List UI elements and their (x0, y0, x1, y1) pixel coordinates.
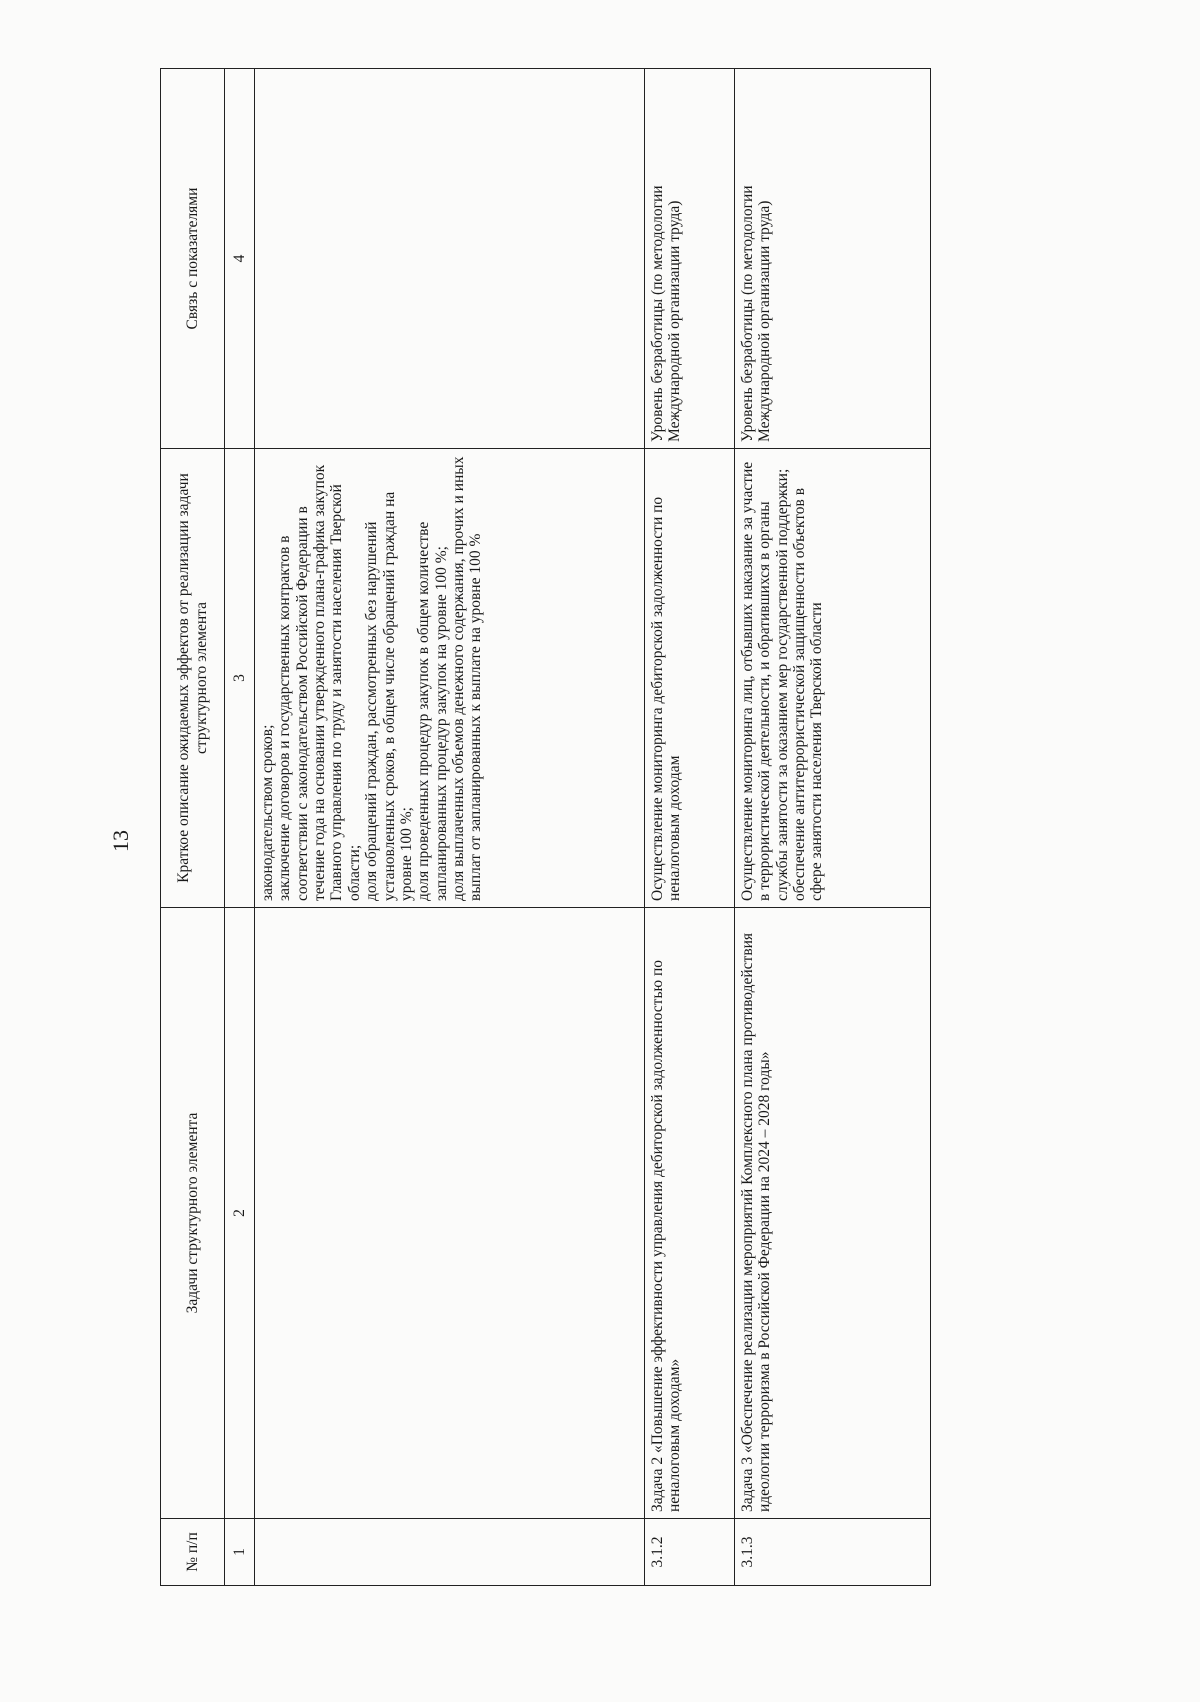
table-row (645, 69, 735, 1586)
row-effects (255, 449, 645, 908)
effect-line: Осуществление мониторинга лиц, отбывших наказание за участие в террористической деятельности, и обратившихся в органы службы занятости за оказанием мер государственной поддержки; (739, 461, 791, 901)
effect-line: заключение договоров и государственных контрактов в соответствии с законодательством Российской Федерации в течение года на основании утвержденного плана-графика закупок Главного управления по труду и занятости населения Тверской области; (276, 464, 363, 901)
header-number: № п/п (161, 1519, 225, 1586)
effect-line: обеспечение антитеррористической защищенности объектов в сфере занятости населения Тверской области (791, 487, 826, 901)
row-effects (735, 449, 931, 908)
header-tasks: Задачи структурного элемента (161, 908, 225, 1519)
row-task: Задача 3 «Обеспечение реализации мероприятий Комплексного плана противодействия идеологии терроризма в Российской Федерации на 2024 – 2028 годы» (735, 908, 931, 1519)
column-number-row (225, 69, 255, 1586)
effect-line: Осуществление мониторинга дебиторской задолженности по неналоговым доходам (649, 496, 684, 901)
header-indicators: Связь с показателями (161, 69, 225, 449)
row-number: 3.1.3 (735, 1519, 931, 1586)
effect-line: доля выплаченных объемов денежного содержания, прочих и иных выплат от запланированных к выплате на уровне 100 % (449, 456, 485, 901)
effect-line: доля обращений граждан, рассмотренных без нарушений установленных сроков, в общем числе обращений граждан на уровне 100 %; (363, 491, 415, 901)
row-task: Задача 2 «Повышение эффективности управления дебиторской задолженностью по неналоговым доходам» (645, 908, 735, 1519)
table-row (735, 69, 931, 1586)
row-number (255, 1519, 645, 1586)
row-number: 3.1.2 (645, 1519, 735, 1586)
row-task (255, 908, 645, 1519)
column-number: 4 (225, 69, 255, 449)
table-header-row (161, 69, 225, 1586)
column-number: 2 (225, 908, 255, 1519)
column-number: 3 (225, 449, 255, 908)
page-number: 13 (108, 830, 133, 852)
row-effects (645, 449, 735, 908)
row-indicators: Уровень безработицы (по методологии Международной организации труда) (645, 69, 735, 449)
column-number: 1 (225, 1519, 255, 1586)
table-row (255, 69, 645, 1586)
row-indicators: Уровень безработицы (по методологии Международной организации труда) (735, 69, 931, 449)
effect-line: законодательством сроков; (259, 724, 276, 901)
header-effects: Краткое описание ожидаемых эффектов от реализации задачи структурного элемента (161, 449, 225, 908)
effect-line: доля проведенных процедур закупок в общем количестве запланированных процедур закупок на уровне 100 %; (415, 521, 450, 901)
rotated-table-wrapper (160, 121, 930, 1586)
row-indicators (255, 69, 645, 449)
structural-element-table (160, 68, 931, 1586)
